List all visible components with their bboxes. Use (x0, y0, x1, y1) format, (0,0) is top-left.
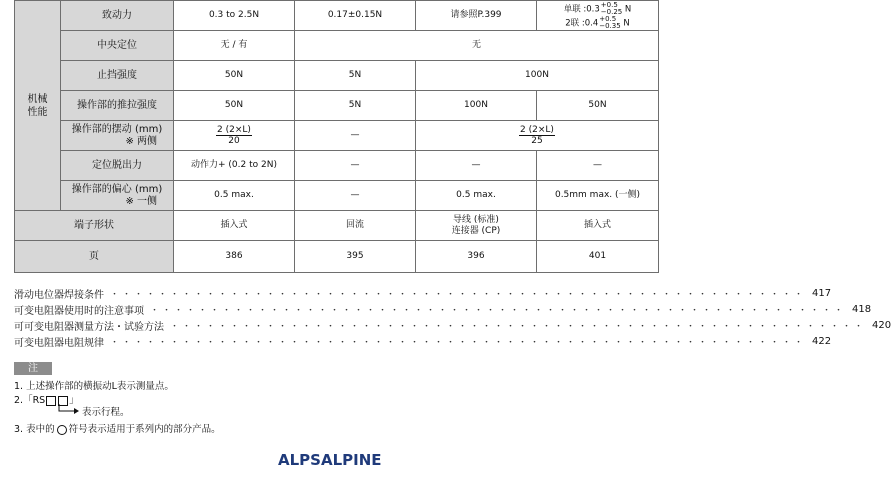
cell: 请参照P.399 (416, 1, 537, 31)
page-link[interactable]: 401 (537, 241, 659, 273)
cell: 50N (537, 91, 659, 121)
alpsalpine-logo: ALPSALPINE (278, 451, 382, 469)
row-label-page: 页 (15, 241, 174, 273)
row-label-line: 操作部的偏心 (mm) (71, 183, 163, 195)
leader-dots: ・・・・・・・・・・・・・・・・・・・・・・・・・・・・・・・・・・・・・・・・・・・・・・・・・・・・・・・・・・ (150, 305, 847, 316)
cell: 0.5mm max. (一侧) (537, 181, 659, 211)
tolerance-prefix: 2联 :0.4 (565, 18, 599, 28)
row-label-terminal-style: 端子形状 (15, 211, 174, 241)
reference-page: 422 (812, 335, 832, 347)
reference-item[interactable] (14, 333, 832, 349)
page-link[interactable]: 396 (416, 241, 537, 273)
row-label-line: 操作部的摆动 (mm) (71, 123, 163, 135)
reference-title: 可变电阻器使用时的注意事项 (14, 305, 144, 317)
row-label-eccentricity (61, 181, 174, 211)
row-label-stopper-strength: 止挡强度 (61, 61, 174, 91)
tolerance-limits (601, 2, 622, 16)
note-2-prefix: 2.「RS (14, 395, 46, 406)
cell-line: 连接器 (CP) (451, 225, 501, 236)
row-label-detent-escape-force: 定位脱出力 (61, 151, 174, 181)
leader-dots: ・・・・・・・・・・・・・・・・・・・・・・・・・・・・・・・・・・・・・・・・・・・・・・・・・・・・・・・・・・ (170, 321, 867, 332)
cell: 无 (295, 31, 659, 61)
reference-page: 420 (872, 319, 891, 331)
cell-fraction (416, 121, 659, 151)
fraction-numerator: 2 (2×L) (520, 124, 554, 135)
cell: 插入式 (537, 211, 659, 241)
note-1: 1. 上述操作部的横振动L表示测量点。 (14, 381, 174, 392)
note-badge: 注 (14, 362, 52, 375)
cell: 0.5 max. (174, 181, 295, 211)
tolerance-lower: −0.25 (600, 7, 623, 16)
fraction-denominator: 20 (228, 135, 240, 146)
placeholder-box-icon (46, 396, 56, 406)
cell-fraction (174, 121, 295, 151)
cell: — (295, 121, 416, 151)
reference-item[interactable] (14, 301, 872, 317)
note-2-line2: 表示行程。 (82, 407, 130, 418)
cell: — (295, 181, 416, 211)
note-3 (14, 421, 221, 435)
row-label-line: ※ 两侧 (125, 135, 157, 147)
cell: 50N (174, 61, 295, 91)
tolerance-unit: N (622, 4, 632, 14)
page-link[interactable]: 386 (174, 241, 295, 273)
reference-title: 可变电阻器电阻规律 (14, 337, 104, 349)
cell: 动作力+ (0.2 to 2N) (174, 151, 295, 181)
row-label-line: ※ 一侧 (125, 195, 157, 207)
cell: 50N (174, 91, 295, 121)
fraction-numerator: 2 (2×L) (217, 124, 251, 135)
note-3-suffix: 符号表示适用于系列内的部分产品。 (68, 424, 221, 435)
cell: 0.17±0.15N (295, 1, 416, 31)
cell: — (537, 151, 659, 181)
tolerance-lower: −0.35 (599, 21, 621, 30)
cell-line: 导线 (标准) (453, 214, 499, 225)
page-link[interactable]: 395 (295, 241, 416, 273)
cell: 插入式 (174, 211, 295, 241)
cell: 100N (416, 91, 537, 121)
tolerance-prefix: 单联 :0.3 (563, 4, 600, 14)
reference-item[interactable] (14, 285, 832, 301)
cell: 0.5 max. (416, 181, 537, 211)
fraction-denominator: 25 (531, 135, 543, 146)
bracket-arrow-icon (56, 404, 82, 416)
leader-dots: ・・・・・・・・・・・・・・・・・・・・・・・・・・・・・・・・・・・・・・・・・・・・・・・・・・・・・・・・・・ (110, 289, 807, 300)
row-label-push-pull-strength: 操作部的推拉强度 (61, 91, 174, 121)
cell (416, 211, 537, 241)
reference-title: 滑动电位器焊接条件 (14, 289, 104, 301)
reference-page: 418 (852, 303, 872, 315)
tolerance-limits (599, 16, 620, 30)
reference-title: 可可变电阻器测量方法・试验方法 (14, 321, 164, 333)
cell: — (416, 151, 537, 181)
reference-page: 417 (812, 287, 832, 299)
cell: 5N (295, 91, 416, 121)
cell: 回流 (295, 211, 416, 241)
row-label-center-detent: 中央定位 (61, 31, 174, 61)
cell: 0.3 to 2.5N (174, 1, 295, 31)
cell-tolerance (537, 1, 659, 31)
spec-table (14, 0, 659, 273)
row-label-actuating-force: 致动力 (61, 1, 174, 31)
note-3-prefix: 3. 表中的 (14, 424, 55, 435)
tolerance-upper: +0.5 (599, 14, 617, 23)
cell: 无 / 有 (174, 31, 295, 61)
circle-icon (57, 425, 67, 435)
reference-item[interactable] (14, 317, 891, 333)
cell: — (295, 151, 416, 181)
row-label-wobble (61, 121, 174, 151)
cell: 5N (295, 61, 416, 91)
reference-list (14, 285, 891, 349)
note-2-suffix: 」 (69, 395, 79, 406)
tolerance-upper: +0.5 (600, 0, 618, 9)
cell: 100N (416, 61, 659, 91)
leader-dots: ・・・・・・・・・・・・・・・・・・・・・・・・・・・・・・・・・・・・・・・・・・・・・・・・・・・・・・・・・・ (110, 337, 807, 348)
tolerance-unit: N (620, 18, 630, 28)
group-label-mechanical: 机械性能 (15, 1, 61, 211)
